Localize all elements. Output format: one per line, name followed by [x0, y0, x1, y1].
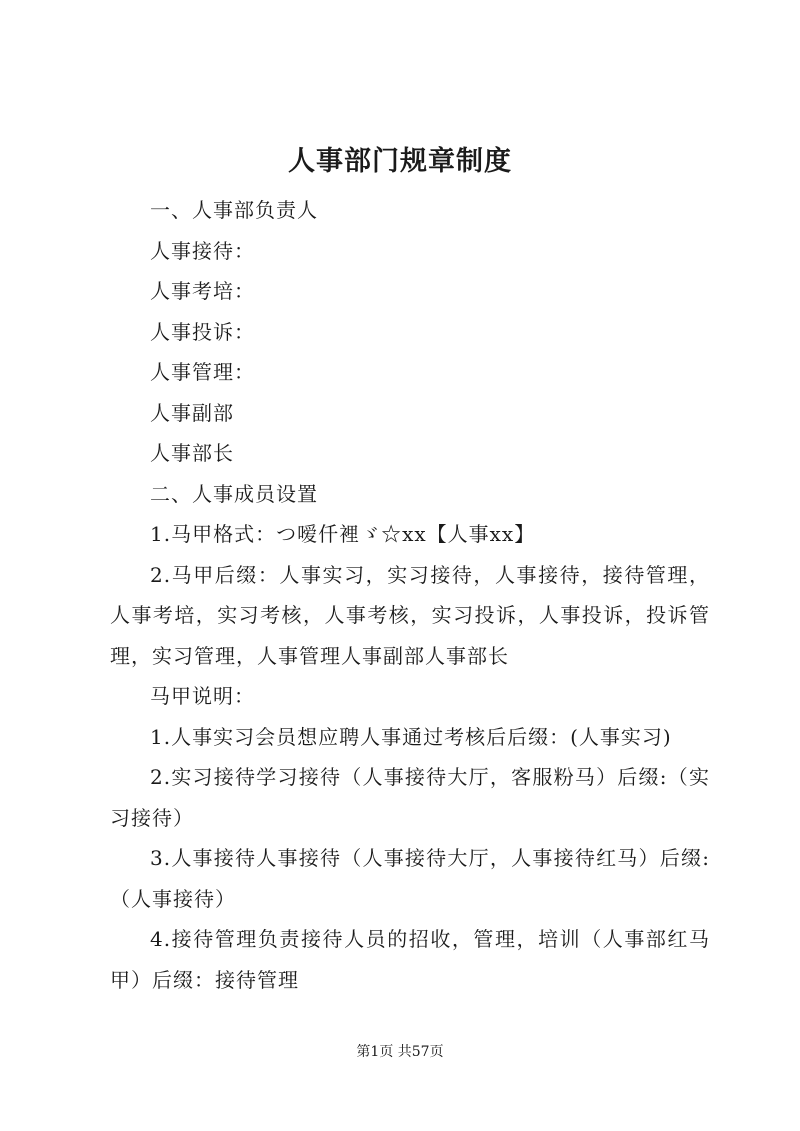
page-footer: 第1页 共57页: [356, 1044, 444, 1060]
paragraph: 人事考培：: [150, 279, 255, 303]
paragraph: 人事管理：: [150, 360, 255, 384]
paragraph: 人事投诉：: [150, 319, 255, 344]
section-heading-1: 一、人事部负责人: [150, 198, 318, 222]
paragraph: 人事部长: [150, 441, 234, 465]
paragraph: 人事接待：: [150, 238, 255, 263]
paragraph: 2.马甲后缀：人事实习，实习接待，人事接待，接待管理，人事考培，实习考核，人事考核，实习投诉，人事投诉，投诉管理，实习管理，人事管理人事副部人事部长: [110, 562, 710, 668]
paragraph: 1.人事实习会员想应聘人事通过考核后后缀：(人事实习): [150, 724, 672, 749]
paragraph: 2.实习接待学习接待（人事接待大厅，客服粉马）后缀:（实习接待）: [110, 765, 710, 830]
paragraph: 3.人事接待人事接待（人事接待大厅，人事接待红马）后缀:（人事接待）: [110, 846, 710, 911]
paragraph: 马甲说明：: [150, 684, 255, 708]
document-title: 人事部门规章制度: [288, 146, 512, 177]
paragraph: 4.接待管理负责接待人员的招收，管理，培训（人事部红马甲）后缀：接待管理: [110, 927, 710, 992]
paragraph: 1.马甲格式：つ嗳仟裡ゞ☆xx【人事xx】: [150, 522, 536, 546]
document-body: [110, 190, 710, 1000]
paragraph: 人事副部: [150, 400, 234, 425]
section-heading-2: 二、人事成员设置: [150, 481, 318, 506]
